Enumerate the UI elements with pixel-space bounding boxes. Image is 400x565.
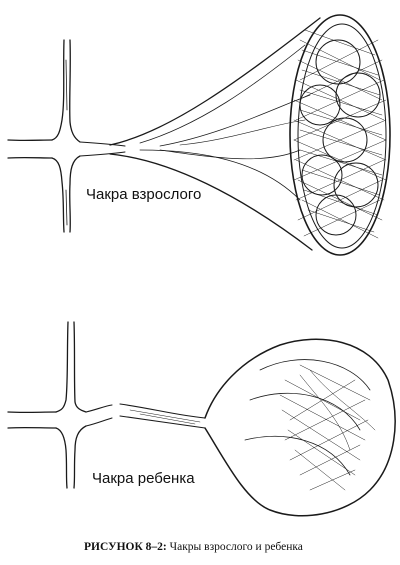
caption-text: Чакры взрослого и ребенка xyxy=(169,541,303,553)
caption-prefix: РИСУНОК 8–2: xyxy=(84,541,167,553)
adult-chakra-illustration xyxy=(0,0,400,260)
child-horizontal-channel xyxy=(8,405,112,428)
adult-chakra-disk xyxy=(290,15,390,255)
child-chakra-bulb xyxy=(205,339,395,515)
figure-caption xyxy=(84,541,303,553)
child-vertical-channel xyxy=(56,322,86,488)
child-chakra-illustration xyxy=(0,310,400,530)
adult-horizontal-channel xyxy=(8,140,125,158)
child-stalk xyxy=(120,404,205,428)
child-chakra-label: Чакра ребенка xyxy=(92,470,195,487)
adult-chakra-label: Чакра взрослого xyxy=(86,186,202,203)
adult-vertical-channel xyxy=(52,40,80,232)
adult-funnel xyxy=(110,18,320,250)
